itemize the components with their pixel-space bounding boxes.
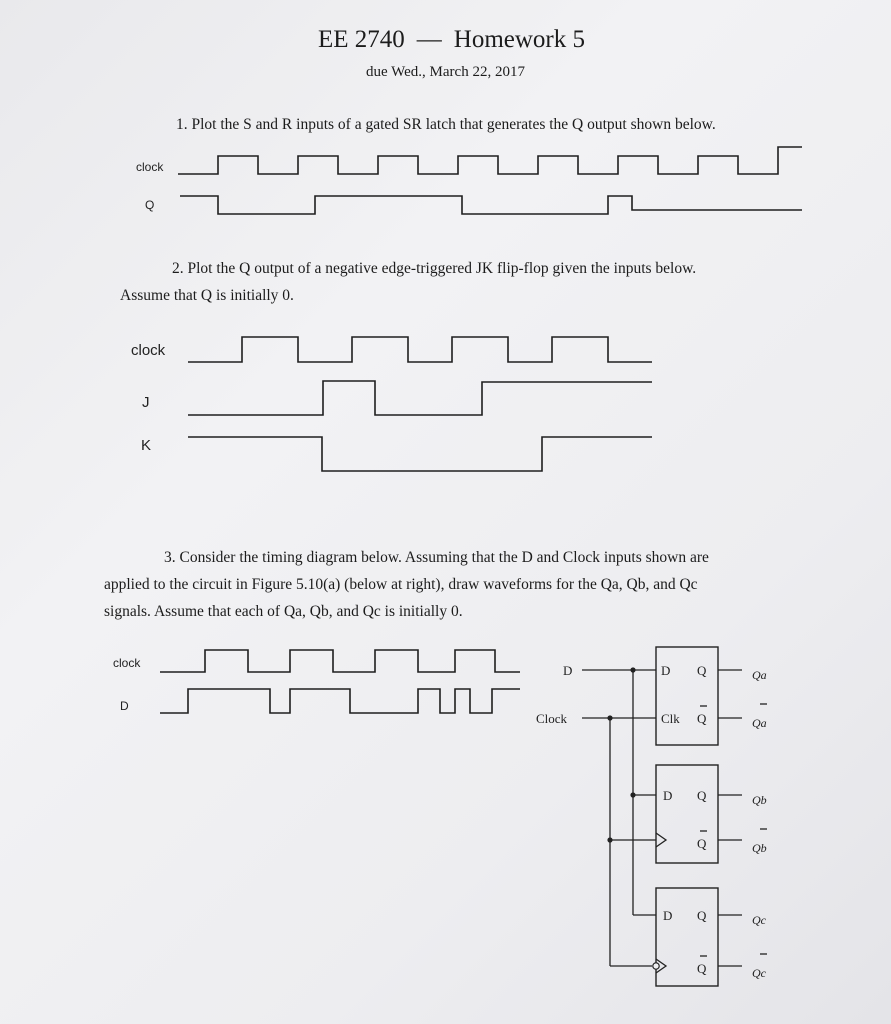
problem-2-line-1: 2. Plot the Q output of a negative edge-triggered JK flip-flop given the inputs below. (172, 260, 697, 277)
output-qc: Qc (752, 913, 766, 927)
junction-dot-clock-b (607, 837, 612, 842)
circuit-input-d: D (563, 663, 573, 678)
assignment-name: Homework 5 (453, 26, 586, 53)
problem-3-line-1: 3. Consider the timing diagram below. Assuming that the D and Clock inputs shown are (164, 549, 709, 566)
p2-j-label: J (142, 394, 150, 411)
problem-1-text: 1. Plot the S and R inputs of a gated SR latch that generates the Q output shown below. (176, 116, 716, 133)
ff-c-q-pin: Q (697, 908, 707, 923)
p3-clock-label: clock (113, 656, 141, 670)
flip-flop-c (656, 888, 718, 986)
ff-c-d-pin: D (663, 908, 673, 923)
p2-j-waveform (188, 381, 652, 415)
p1-q-label: Q (145, 198, 155, 212)
output-qc-bar: Qc (752, 966, 766, 980)
ff-b-q-pin: Q (697, 788, 707, 803)
junction-dot-d-b (630, 792, 635, 797)
negation-bubble-icon (653, 963, 659, 969)
p2-k-label: K (141, 437, 152, 454)
ff-b-d-pin: D (663, 788, 673, 803)
output-qa-bar: Qa (752, 716, 767, 730)
ff-a-d-pin: D (661, 663, 671, 678)
ff-a-clk-pin: Clk (661, 711, 680, 726)
p1-q-waveform (180, 196, 802, 214)
output-qa: Qa (752, 668, 767, 682)
junction-dot-d (630, 667, 635, 672)
p2-clock-label: clock (131, 342, 166, 359)
problem-3-line-2: applied to the circuit in Figure 5.10(a) (below at right), draw waveforms for the Qa, Qb, and Qc (104, 576, 698, 593)
circuit-input-clock: Clock (536, 711, 568, 726)
ff-a-qbar-pin: Q (697, 711, 707, 726)
course-code: EE 2740 (317, 26, 405, 53)
p3-d-waveform (160, 689, 520, 713)
p2-k-waveform (188, 437, 652, 471)
p1-clock-label: clock (136, 160, 164, 174)
due-date: due Wed., March 22, 2017 (366, 64, 525, 80)
ff-c-qbar-pin: Q (697, 961, 707, 976)
problem-3-line-3: signals. Assume that each of Qa, Qb, and Qc is initially 0. (104, 603, 463, 620)
problem-2-line-2: Assume that Q is initially 0. (120, 287, 294, 304)
flip-flop-b (656, 765, 718, 863)
flip-flop-a (656, 647, 718, 745)
output-qb: Qb (752, 793, 767, 807)
title-dash: — (416, 26, 442, 53)
p2-clock-waveform (188, 337, 652, 362)
p1-clock-waveform (178, 147, 802, 174)
output-qb-bar: Qb (752, 841, 767, 855)
p3-d-label: D (120, 699, 129, 713)
ff-a-q-pin: Q (697, 663, 707, 678)
ff-b-qbar-pin: Q (697, 836, 707, 851)
p3-clock-waveform (160, 650, 520, 672)
junction-dot-clock (607, 715, 612, 720)
